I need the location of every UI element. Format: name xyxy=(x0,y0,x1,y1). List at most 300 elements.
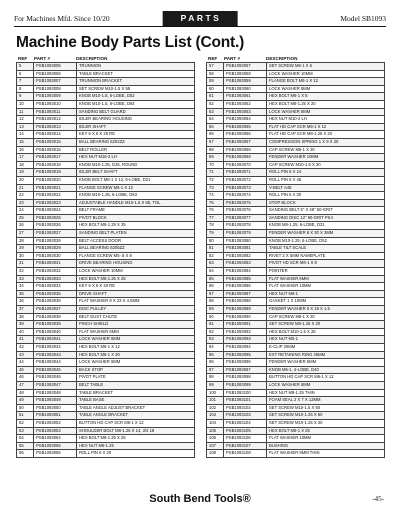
part-number-cell: PSB1093041 xyxy=(34,336,77,343)
table-header xyxy=(16,55,195,62)
table-row xyxy=(207,146,384,154)
ref-cell: 108 xyxy=(207,450,224,457)
part-number-cell: PSB1093037 xyxy=(34,306,77,313)
description-cell: FLAT HD CAP SCR M6-1 X 12 xyxy=(269,123,327,129)
part-number-cell: PSB1093015 xyxy=(34,139,77,146)
part-number-cell: PSB1093058 xyxy=(224,71,267,78)
description-cell: SET SCREW M10-1.25 X 30 xyxy=(269,419,323,425)
table-row xyxy=(207,290,384,298)
description-cell: DISC PULLEY xyxy=(79,306,107,311)
table-row xyxy=(207,115,384,123)
description-cell: KEY 6 X 6 X 25 RE xyxy=(79,131,116,137)
part-number-cell: PSB1093024 xyxy=(34,207,77,214)
ref-cell: 43 xyxy=(17,352,34,359)
table-row xyxy=(207,199,384,207)
part-number-cell: PSB1093080 xyxy=(224,238,267,245)
ref-cell: 75 xyxy=(207,200,224,207)
description-cell: KNOB M10-1.25, D25, ROUND xyxy=(79,161,138,167)
description-cell: SANDING BELT PLATEN xyxy=(79,230,127,236)
table-row xyxy=(17,191,194,199)
table-row xyxy=(207,343,384,351)
description-cell: FENDER WASHER 8 X 30 X 3MM xyxy=(269,230,334,236)
table-row xyxy=(207,282,384,290)
table-row xyxy=(207,373,384,381)
table-row xyxy=(17,115,194,123)
description-cell: BELT TABLE xyxy=(79,381,104,387)
part-number-cell: PSB1093086 xyxy=(224,283,267,290)
description-cell: BUTTON HD CAP SCR M6-1 X 12 xyxy=(269,374,334,380)
ref-cell: 71 xyxy=(207,169,224,176)
table-body xyxy=(206,62,385,458)
table-row xyxy=(17,92,194,100)
description-cell: ROLL PIN 6 X 24 xyxy=(269,169,302,175)
table-row xyxy=(17,62,194,70)
description-cell: KNOB M6-1, 4-LOBE, D40 xyxy=(269,366,319,372)
part-number-cell: PSB1093054 xyxy=(34,435,77,442)
ref-cell: 46 xyxy=(17,374,34,381)
part-number-cell: PSB1093028 xyxy=(34,238,77,245)
part-number-cell: PSB1093104 xyxy=(224,420,267,427)
table-row xyxy=(17,290,194,298)
description-cell: E-CLIP 20MM xyxy=(269,343,296,349)
ref-cell: 73 xyxy=(207,185,224,192)
ref-cell: 23 xyxy=(17,200,34,207)
description-cell: KNOB M8-1.25, 6-LOBE, D31 xyxy=(269,222,325,228)
table-row xyxy=(17,305,194,313)
ref-cell: 31 xyxy=(17,260,34,267)
part-number-cell: PSB1093085 xyxy=(224,276,267,283)
part-number-cell: PSB1093103 xyxy=(224,412,267,419)
description-cell: COMPRESSION SPRING 1 X 9 X 20 xyxy=(269,138,339,144)
part-number-cell: PSB1093062 xyxy=(224,101,267,108)
ref-cell: 68 xyxy=(207,147,224,154)
part-number-cell: PSB1093097 xyxy=(224,367,267,374)
part-number-cell: PSB1093087 xyxy=(224,291,267,298)
ref-cell: 85 xyxy=(207,276,224,283)
ref-cell: 88 xyxy=(207,298,224,305)
description-cell: ADJUSTABLE HANDLE M10-1.5 X 65, TOL xyxy=(79,199,161,205)
table-row xyxy=(17,153,194,161)
description-cell: TRUNNION xyxy=(79,63,102,68)
table-row xyxy=(207,381,384,389)
part-number-cell: PSB1093089 xyxy=(224,306,267,313)
ref-cell: 69 xyxy=(207,154,224,161)
part-number-cell: PSB1093073 xyxy=(224,185,267,192)
description-cell: TRUNNION BRACKET xyxy=(79,78,123,84)
part-number-cell: PSB1093026 xyxy=(34,222,77,229)
part-number-cell: PSB1093065 xyxy=(224,124,267,131)
table-row xyxy=(17,297,194,305)
ref-cell: 51 xyxy=(17,412,34,419)
table-row xyxy=(207,70,384,78)
table-row xyxy=(207,176,384,184)
ref-cell: 100 xyxy=(207,390,224,397)
description-cell: FOAM SEAL 2 X 7 X 12MM xyxy=(269,397,321,403)
table-row xyxy=(17,77,194,85)
ref-cell: 93 xyxy=(207,336,224,343)
ref-cell: 55 xyxy=(17,443,34,450)
ref-cell: 39 xyxy=(17,321,34,328)
table-row xyxy=(207,138,384,146)
part-number-cell: PSB1093077 xyxy=(224,215,267,222)
table-row xyxy=(17,138,194,146)
part-number-cell: PSB1093051 xyxy=(34,412,77,419)
table-row xyxy=(17,343,194,351)
description-cell: BUSHING xyxy=(269,442,289,448)
part-number-cell: PSB1093071 xyxy=(224,169,267,176)
part-number-cell: PSB1093032 xyxy=(34,268,77,275)
description-cell: ROLL PIN 6 X 45 xyxy=(269,176,302,182)
description-cell: CAP SCREW M6-1 X 20 xyxy=(269,313,315,319)
ref-cell: 82 xyxy=(207,253,224,260)
part-number-cell: PSB1093088 xyxy=(224,298,267,305)
description-cell: FENDER WASHER 6MM xyxy=(269,359,317,365)
description-cell: FLANGE SCREW M5-.8 X 8 xyxy=(79,252,132,258)
part-number-cell: PSB1093027 xyxy=(34,230,77,237)
ref-cell: 56 xyxy=(17,450,34,457)
description-cell: BELT DUST CHUTE xyxy=(79,313,118,319)
part-number-cell: PSB1093076 xyxy=(224,207,267,214)
description-cell: SET SCREW M6-1 X 6 xyxy=(269,63,312,68)
description-cell: LOCK WASHER 10MM xyxy=(79,268,123,274)
description-cell: KEY 6 X 6 X 40 RE xyxy=(79,283,116,289)
description-cell: EXT RETAINING RING 25MM xyxy=(269,351,326,357)
table-row xyxy=(207,267,384,275)
ref-cell: 24 xyxy=(17,207,34,214)
table-row xyxy=(17,419,194,427)
ref-cell: 19 xyxy=(17,169,34,176)
ref-cell: 18 xyxy=(17,162,34,169)
part-number-cell: PSB1093011 xyxy=(34,109,77,116)
table-row xyxy=(17,199,194,207)
description-cell: LOCK WASHER 6MM xyxy=(79,359,121,365)
table-row xyxy=(207,389,384,397)
part-number-cell: PSB1093009 xyxy=(34,93,77,100)
table-row xyxy=(207,229,384,237)
ref-cell: 27 xyxy=(17,230,34,237)
ref-cell: 11 xyxy=(17,109,34,116)
part-number-cell: PSB1093052 xyxy=(34,420,77,427)
ref-cell: 50 xyxy=(17,405,34,412)
part-number-cell: PSB1093092 xyxy=(224,329,267,336)
ref-cell: 5 xyxy=(17,63,34,70)
description-cell: HEX BOLT M8-1 X 25 xyxy=(269,427,310,433)
table-row xyxy=(17,108,194,116)
description-cell: TABLE BASE xyxy=(79,397,105,403)
table-row xyxy=(17,366,194,374)
table-row xyxy=(17,335,194,343)
description-cell: SANDING DISC 12" 60-GRIT PSA xyxy=(269,214,334,220)
table-row xyxy=(207,252,384,260)
description-cell: BALL BEARING 6205ZZ xyxy=(79,245,125,251)
ref-cell: 45 xyxy=(17,367,34,374)
description-cell: GASKET 1 X 10MM xyxy=(269,298,307,304)
col-ref-header: REF xyxy=(208,56,218,61)
ref-cell: 64 xyxy=(207,116,224,123)
table-row xyxy=(207,108,384,116)
table-row xyxy=(207,153,384,161)
part-number-cell: PSB1093043 xyxy=(34,352,77,359)
ref-cell: 26 xyxy=(17,222,34,229)
description-cell: DRIVE SHAFT xyxy=(79,290,107,296)
table-row xyxy=(207,130,384,138)
table-row xyxy=(207,442,384,450)
ref-cell: 89 xyxy=(207,306,224,313)
col-part-header: PART # xyxy=(224,56,240,61)
table-row xyxy=(207,411,384,419)
table-row xyxy=(17,130,194,138)
description-cell: DRIVE BEARING HOUSING xyxy=(79,260,133,266)
table-row xyxy=(207,366,384,374)
table-row xyxy=(17,328,194,336)
table-row xyxy=(17,358,194,366)
ref-cell: 107 xyxy=(207,443,224,450)
part-number-cell: PSB1093007 xyxy=(34,78,77,85)
part-number-cell: PSB1093006 xyxy=(34,71,77,78)
table-row xyxy=(207,206,384,214)
ref-cell: 95 xyxy=(207,352,224,359)
table-row xyxy=(207,335,384,343)
ref-cell: 34 xyxy=(17,283,34,290)
page-number: -45- xyxy=(372,495,384,503)
part-number-cell: PSB1093020 xyxy=(34,177,77,184)
description-cell: HEX BOLT M8-1.25 X 20 xyxy=(269,100,316,106)
ref-cell: 67 xyxy=(207,139,224,146)
table-row xyxy=(207,259,384,267)
description-cell: KNOB M10-1.5, 6-LOBE, D64 xyxy=(79,100,135,106)
description-cell: V-BELT A48 xyxy=(269,184,292,190)
ref-cell: 20 xyxy=(17,177,34,184)
description-cell: PIVOT PLATE xyxy=(79,374,106,380)
part-number-cell: PSB1093030 xyxy=(34,253,77,260)
description-cell: HEX BOLT M8-1.25 X 25 xyxy=(79,435,126,441)
table-row xyxy=(17,123,194,131)
part-number-cell: PSB1093010 xyxy=(34,101,77,108)
table-row xyxy=(17,229,194,237)
description-cell: BELT ROLLER xyxy=(79,146,108,152)
table-row xyxy=(207,168,384,176)
part-number-cell: PSB1093083 xyxy=(224,260,267,267)
part-number-cell: PSB1093046 xyxy=(34,374,77,381)
ref-cell: 78 xyxy=(207,222,224,229)
description-cell: FLAT WASHER 6MM xyxy=(269,275,309,281)
ref-cell: 40 xyxy=(17,329,34,336)
table-row xyxy=(207,313,384,321)
description-cell: ROLL PIN 5 X 30 xyxy=(269,192,302,198)
ref-cell: 65 xyxy=(207,124,224,131)
part-number-cell: PSB1093091 xyxy=(224,321,267,328)
description-cell: HEX BOLT M10-1.5 X 25 xyxy=(269,328,316,334)
ref-cell: 72 xyxy=(207,177,224,184)
description-cell: HEX BOLT M8-1.25 X 25 xyxy=(79,275,126,281)
ref-cell: 102 xyxy=(207,405,224,412)
part-number-cell: PSB1093075 xyxy=(224,200,267,207)
page-header xyxy=(14,11,386,27)
description-cell: SET SCREW M10-1.5 X 60 xyxy=(269,404,321,410)
part-number-cell: PSB1093066 xyxy=(224,131,267,138)
part-number-cell: PSB1093072 xyxy=(224,177,267,184)
table-row xyxy=(17,381,194,389)
table-row xyxy=(207,214,384,222)
ref-cell: 6 xyxy=(17,71,34,78)
ref-cell: 17 xyxy=(17,154,34,161)
table-row xyxy=(17,70,194,78)
description-cell: SANDING BELT GUARD xyxy=(79,108,126,114)
description-cell: BALL BEARING 6202ZZ xyxy=(79,138,125,144)
part-number-cell: PSB1093053 xyxy=(34,428,77,435)
col-ref-header: REF xyxy=(18,56,28,61)
ref-cell: 99 xyxy=(207,382,224,389)
ref-cell: 70 xyxy=(207,162,224,169)
table-row xyxy=(17,184,194,192)
description-cell: SET SCREW M8-1.25 X 20 xyxy=(269,321,321,327)
ref-cell: 94 xyxy=(207,344,224,351)
ref-cell: 87 xyxy=(207,291,224,298)
description-cell: HEX NUT M8-1.25 xyxy=(79,442,114,448)
ref-cell: 9 xyxy=(17,93,34,100)
table-row xyxy=(207,191,384,199)
part-number-cell: PSB1093029 xyxy=(34,245,77,252)
part-number-cell: PSB1093040 xyxy=(34,329,77,336)
description-cell: BELT ACCESS DOOR xyxy=(79,237,121,243)
ref-cell: 62 xyxy=(207,101,224,108)
part-number-cell: PSB1093017 xyxy=(34,154,77,161)
part-number-cell: PSB1093035 xyxy=(34,291,77,298)
table-row xyxy=(207,449,384,457)
part-number-cell: PSB1093070 xyxy=(224,162,267,169)
part-number-cell: PSB1093047 xyxy=(34,382,77,389)
description-cell: LOCK WASHER 10MM xyxy=(269,70,313,76)
col-desc-header: DESCRIPTION xyxy=(266,56,298,61)
part-number-cell: PSB1093099 xyxy=(224,382,267,389)
part-number-cell: PSB1093079 xyxy=(224,230,267,237)
ref-cell: 8 xyxy=(17,86,34,93)
ref-cell: 10 xyxy=(17,101,34,108)
description-cell: FLAT WASHER 10MM xyxy=(269,435,312,441)
description-cell: FENDER WASHER 10MM xyxy=(269,154,319,160)
table-row xyxy=(17,206,194,214)
ref-cell: 30 xyxy=(17,253,34,260)
description-cell: PIVOT BLOCK xyxy=(79,214,107,220)
ref-cell: 29 xyxy=(17,245,34,252)
part-number-cell: PSB1093049 xyxy=(34,397,77,404)
part-number-cell: PSB1093019 xyxy=(34,169,77,176)
ref-cell: 22 xyxy=(17,192,34,199)
part-number-cell: PSB1093008 xyxy=(34,86,77,93)
ref-cell: 91 xyxy=(207,321,224,328)
part-number-cell: PSB1093081 xyxy=(224,245,267,252)
part-number-cell: PSB1093064 xyxy=(224,116,267,123)
ref-cell: 84 xyxy=(207,268,224,275)
description-cell: BELT FRAME xyxy=(79,207,105,213)
table-row xyxy=(17,282,194,290)
description-cell: LOCK WASHER 8MM xyxy=(269,108,311,114)
part-number-cell: PSB1093101 xyxy=(224,397,267,404)
ref-cell: 13 xyxy=(17,124,34,131)
ref-cell: 25 xyxy=(17,215,34,222)
description-cell: RIVET 2 X 5MM NAMEPLATE xyxy=(269,252,326,258)
ref-cell: 58 xyxy=(207,71,224,78)
description-cell: ROLL PIN 6 X 20 xyxy=(79,450,112,456)
ref-cell: 79 xyxy=(207,230,224,237)
col-desc-header: DESCRIPTION xyxy=(76,56,108,61)
description-cell: KNOB BOLT M8-1 X 12, 6-LOBE, D21 xyxy=(79,176,151,182)
part-number-cell: PSB1093022 xyxy=(34,192,77,199)
description-cell: KNOB M10-1.25, 6-LOBE, D52 xyxy=(269,237,327,243)
ref-cell: 16 xyxy=(17,147,34,154)
description-cell: PIVOT HD SCR M6-1 X 8 xyxy=(269,260,317,266)
ref-cell: 35 xyxy=(17,291,34,298)
ref-cell: 83 xyxy=(207,260,224,267)
part-number-cell: PSB1093038 xyxy=(34,314,77,321)
table-row xyxy=(17,442,194,450)
ref-cell: 106 xyxy=(207,435,224,442)
part-number-cell: PSB1093061 xyxy=(224,93,267,100)
page-title: Machine Body Parts List (Cont.) xyxy=(16,34,245,51)
table-row xyxy=(17,161,194,169)
ref-cell: 44 xyxy=(17,359,34,366)
table-row xyxy=(17,411,194,419)
description-cell: FLAT WASHER 8 X 23 X 4.5MM xyxy=(79,298,140,304)
table-row xyxy=(207,396,384,404)
part-number-cell: PSB1093102 xyxy=(224,405,267,412)
description-cell: PINCH SHIELD xyxy=(79,321,109,327)
description-cell: IDLER BEARING HOUSING xyxy=(79,116,133,122)
part-number-cell: PSB1093107 xyxy=(224,443,267,450)
part-number-cell: PSB1093084 xyxy=(224,268,267,275)
description-cell: KNOB M10-1.25, 6-LOBE, D63 xyxy=(79,192,137,198)
description-cell: POINTER xyxy=(269,268,288,274)
part-number-cell: PSB1093016 xyxy=(34,147,77,154)
table-row xyxy=(207,297,384,305)
part-number-cell: PSB1093098 xyxy=(224,374,267,381)
ref-cell: 105 xyxy=(207,428,224,435)
ref-cell: 49 xyxy=(17,397,34,404)
part-number-cell: PSB1093108 xyxy=(224,450,267,457)
table-row xyxy=(17,176,194,184)
table-row xyxy=(17,275,194,283)
part-number-cell: PSB1093067 xyxy=(224,139,267,146)
page-footer xyxy=(0,491,400,511)
ref-cell: 12 xyxy=(17,116,34,123)
ref-cell: 38 xyxy=(17,314,34,321)
description-cell: HEX BOLT M8-1.25 X 25 xyxy=(79,222,126,228)
description-cell: IDLER SHAFT xyxy=(79,123,107,129)
table-row xyxy=(17,404,194,412)
description-cell: SANDING BELT 6" X 48" 60-GRIT xyxy=(269,207,333,213)
part-number-cell: PSB1093068 xyxy=(224,147,267,154)
part-number-cell: PSB1093055 xyxy=(34,443,77,450)
part-number-cell: PSB1093045 xyxy=(34,367,77,374)
part-number-cell: PSB1093025 xyxy=(34,215,77,222)
part-number-cell: PSB1093057 xyxy=(224,63,267,70)
description-cell: CAP SCREW M6-1 X 30 xyxy=(269,146,315,152)
part-number-cell: PSB1093050 xyxy=(34,405,77,412)
part-number-cell: PSB1093034 xyxy=(34,283,77,290)
description-cell: IDLER BELT SHAFT xyxy=(79,169,118,175)
ref-cell: 80 xyxy=(207,238,224,245)
description-cell: FLANGE SCREW M6-1 X 12 xyxy=(79,184,133,190)
table-row xyxy=(207,100,384,108)
part-number-cell: PSB1093090 xyxy=(224,314,267,321)
description-cell: TABLE BRACKET xyxy=(79,389,113,395)
part-number-cell: PSB1093063 xyxy=(224,109,267,116)
ref-cell: 57 xyxy=(207,63,224,70)
table-body xyxy=(16,62,195,458)
ref-cell: 59 xyxy=(207,78,224,85)
part-number-cell: PSB1093056 xyxy=(34,450,77,457)
part-number-cell: PSB1093014 xyxy=(34,131,77,138)
